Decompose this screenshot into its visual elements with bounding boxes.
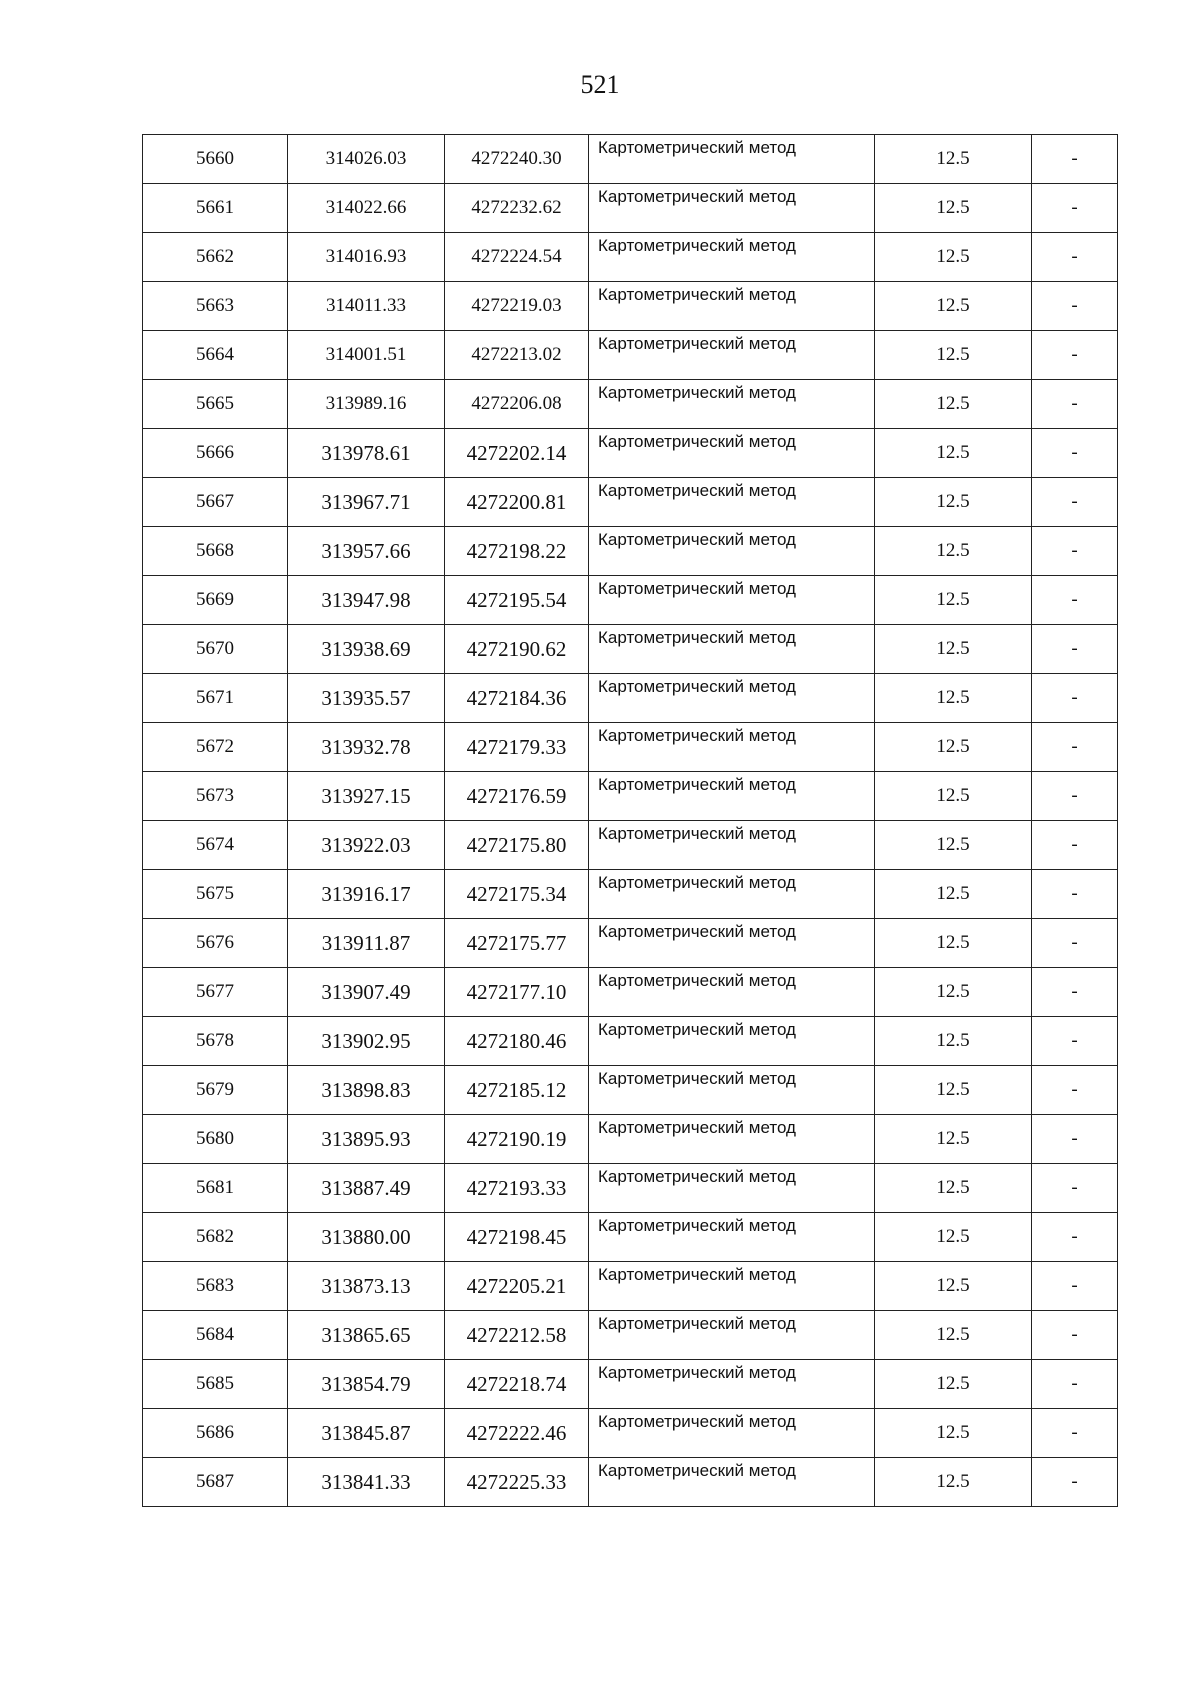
accuracy-cell: 12.5 (875, 1066, 1032, 1115)
extra-cell: - (1032, 968, 1118, 1017)
extra-cell: - (1032, 674, 1118, 723)
extra-cell: - (1032, 282, 1118, 331)
x-coordinate-cell: 313978.61 (288, 429, 445, 478)
y-coordinate-cell: 4272225.33 (445, 1458, 589, 1507)
extra-cell: - (1032, 1017, 1118, 1066)
table-row (143, 184, 1118, 233)
y-coordinate-cell: 4272224.54 (445, 233, 589, 282)
extra-cell: - (1032, 331, 1118, 380)
extra-cell: - (1032, 527, 1118, 576)
table-row (143, 1458, 1118, 1507)
method-cell: Картометрический метод (589, 1262, 875, 1311)
y-coordinate-cell: 4272206.08 (445, 380, 589, 429)
method-cell: Картометрический метод (589, 282, 875, 331)
point-number-cell: 5682 (143, 1213, 288, 1262)
accuracy-cell: 12.5 (875, 674, 1032, 723)
y-coordinate-cell: 4272175.34 (445, 870, 589, 919)
y-coordinate-cell: 4272195.54 (445, 576, 589, 625)
point-number-cell: 5680 (143, 1115, 288, 1164)
y-coordinate-cell: 4272177.10 (445, 968, 589, 1017)
point-number-cell: 5666 (143, 429, 288, 478)
extra-cell: - (1032, 1409, 1118, 1458)
y-coordinate-cell: 4272205.21 (445, 1262, 589, 1311)
y-coordinate-cell: 4272185.12 (445, 1066, 589, 1115)
method-cell: Картометрический метод (589, 576, 875, 625)
accuracy-cell: 12.5 (875, 135, 1032, 184)
x-coordinate-cell: 313935.57 (288, 674, 445, 723)
table-row (143, 968, 1118, 1017)
table-row (143, 233, 1118, 282)
point-number-cell: 5676 (143, 919, 288, 968)
y-coordinate-cell: 4272213.02 (445, 331, 589, 380)
y-coordinate-cell: 4272222.46 (445, 1409, 589, 1458)
point-number-cell: 5669 (143, 576, 288, 625)
y-coordinate-cell: 4272179.33 (445, 723, 589, 772)
extra-cell: - (1032, 1164, 1118, 1213)
x-coordinate-cell: 313932.78 (288, 723, 445, 772)
accuracy-cell: 12.5 (875, 1360, 1032, 1409)
y-coordinate-cell: 4272232.62 (445, 184, 589, 233)
x-coordinate-cell: 314026.03 (288, 135, 445, 184)
point-number-cell: 5664 (143, 331, 288, 380)
method-cell: Картометрический метод (589, 1409, 875, 1458)
extra-cell: - (1032, 1115, 1118, 1164)
table-row (143, 625, 1118, 674)
table-row (143, 1262, 1118, 1311)
table-row (143, 380, 1118, 429)
y-coordinate-cell: 4272184.36 (445, 674, 589, 723)
y-coordinate-cell: 4272175.77 (445, 919, 589, 968)
method-cell: Картометрический метод (589, 1458, 875, 1507)
x-coordinate-cell: 313967.71 (288, 478, 445, 527)
method-cell: Картометрический метод (589, 1311, 875, 1360)
method-cell: Картометрический метод (589, 968, 875, 1017)
point-number-cell: 5670 (143, 625, 288, 674)
extra-cell: - (1032, 380, 1118, 429)
point-number-cell: 5663 (143, 282, 288, 331)
accuracy-cell: 12.5 (875, 184, 1032, 233)
point-number-cell: 5665 (143, 380, 288, 429)
table-row (143, 1311, 1118, 1360)
extra-cell: - (1032, 429, 1118, 478)
x-coordinate-cell: 313916.17 (288, 870, 445, 919)
method-cell: Картометрический метод (589, 1115, 875, 1164)
point-number-cell: 5661 (143, 184, 288, 233)
y-coordinate-cell: 4272198.45 (445, 1213, 589, 1262)
point-number-cell: 5674 (143, 821, 288, 870)
method-cell: Картометрический метод (589, 919, 875, 968)
point-number-cell: 5684 (143, 1311, 288, 1360)
extra-cell: - (1032, 1360, 1118, 1409)
accuracy-cell: 12.5 (875, 870, 1032, 919)
table-row (143, 1360, 1118, 1409)
x-coordinate-cell: 313927.15 (288, 772, 445, 821)
extra-cell: - (1032, 919, 1118, 968)
accuracy-cell: 12.5 (875, 1458, 1032, 1507)
x-coordinate-cell: 313938.69 (288, 625, 445, 674)
point-number-cell: 5687 (143, 1458, 288, 1507)
point-number-cell: 5686 (143, 1409, 288, 1458)
x-coordinate-cell: 313845.87 (288, 1409, 445, 1458)
extra-cell: - (1032, 625, 1118, 674)
extra-cell: - (1032, 1262, 1118, 1311)
method-cell: Картометрический метод (589, 1066, 875, 1115)
accuracy-cell: 12.5 (875, 576, 1032, 625)
y-coordinate-cell: 4272202.14 (445, 429, 589, 478)
accuracy-cell: 12.5 (875, 1409, 1032, 1458)
point-number-cell: 5683 (143, 1262, 288, 1311)
accuracy-cell: 12.5 (875, 919, 1032, 968)
accuracy-cell: 12.5 (875, 772, 1032, 821)
method-cell: Картометрический метод (589, 184, 875, 233)
x-coordinate-cell: 313957.66 (288, 527, 445, 576)
method-cell: Картометрический метод (589, 870, 875, 919)
x-coordinate-cell: 314001.51 (288, 331, 445, 380)
x-coordinate-cell: 313902.95 (288, 1017, 445, 1066)
method-cell: Картометрический метод (589, 1213, 875, 1262)
x-coordinate-cell: 313895.93 (288, 1115, 445, 1164)
point-number-cell: 5667 (143, 478, 288, 527)
y-coordinate-cell: 4272190.62 (445, 625, 589, 674)
x-coordinate-cell: 313887.49 (288, 1164, 445, 1213)
table-row (143, 1017, 1118, 1066)
y-coordinate-cell: 4272190.19 (445, 1115, 589, 1164)
coordinates-table (142, 134, 1118, 1507)
method-cell: Картометрический метод (589, 1360, 875, 1409)
method-cell: Картометрический метод (589, 821, 875, 870)
y-coordinate-cell: 4272212.58 (445, 1311, 589, 1360)
accuracy-cell: 12.5 (875, 478, 1032, 527)
method-cell: Картометрический метод (589, 1164, 875, 1213)
x-coordinate-cell: 314022.66 (288, 184, 445, 233)
point-number-cell: 5671 (143, 674, 288, 723)
y-coordinate-cell: 4272219.03 (445, 282, 589, 331)
point-number-cell: 5660 (143, 135, 288, 184)
accuracy-cell: 12.5 (875, 233, 1032, 282)
table-row (143, 135, 1118, 184)
table-row (143, 821, 1118, 870)
accuracy-cell: 12.5 (875, 1017, 1032, 1066)
extra-cell: - (1032, 821, 1118, 870)
table-row (143, 331, 1118, 380)
accuracy-cell: 12.5 (875, 527, 1032, 576)
point-number-cell: 5675 (143, 870, 288, 919)
point-number-cell: 5681 (143, 1164, 288, 1213)
extra-cell: - (1032, 723, 1118, 772)
point-number-cell: 5668 (143, 527, 288, 576)
x-coordinate-cell: 313911.87 (288, 919, 445, 968)
table-row (143, 723, 1118, 772)
y-coordinate-cell: 4272200.81 (445, 478, 589, 527)
method-cell: Картометрический метод (589, 723, 875, 772)
accuracy-cell: 12.5 (875, 625, 1032, 674)
accuracy-cell: 12.5 (875, 1213, 1032, 1262)
accuracy-cell: 12.5 (875, 968, 1032, 1017)
table-row (143, 478, 1118, 527)
y-coordinate-cell: 4272180.46 (445, 1017, 589, 1066)
method-cell: Картометрический метод (589, 772, 875, 821)
y-coordinate-cell: 4272240.30 (445, 135, 589, 184)
x-coordinate-cell: 313841.33 (288, 1458, 445, 1507)
method-cell: Картометрический метод (589, 331, 875, 380)
point-number-cell: 5679 (143, 1066, 288, 1115)
y-coordinate-cell: 4272198.22 (445, 527, 589, 576)
coordinates-table-body (143, 135, 1118, 1507)
method-cell: Картометрический метод (589, 380, 875, 429)
method-cell: Картометрический метод (589, 1017, 875, 1066)
point-number-cell: 5662 (143, 233, 288, 282)
table-row (143, 1213, 1118, 1262)
page-number: 521 (580, 70, 620, 99)
x-coordinate-cell: 314011.33 (288, 282, 445, 331)
method-cell: Картометрический метод (589, 429, 875, 478)
point-number-cell: 5672 (143, 723, 288, 772)
table-row (143, 576, 1118, 625)
y-coordinate-cell: 4272218.74 (445, 1360, 589, 1409)
x-coordinate-cell: 313880.00 (288, 1213, 445, 1262)
accuracy-cell: 12.5 (875, 821, 1032, 870)
method-cell: Картометрический метод (589, 135, 875, 184)
point-number-cell: 5685 (143, 1360, 288, 1409)
point-number-cell: 5678 (143, 1017, 288, 1066)
table-row (143, 772, 1118, 821)
method-cell: Картометрический метод (589, 625, 875, 674)
table-row (143, 870, 1118, 919)
x-coordinate-cell: 313873.13 (288, 1262, 445, 1311)
x-coordinate-cell: 314016.93 (288, 233, 445, 282)
table-row (143, 674, 1118, 723)
y-coordinate-cell: 4272175.80 (445, 821, 589, 870)
extra-cell: - (1032, 1213, 1118, 1262)
table-row (143, 1409, 1118, 1458)
extra-cell: - (1032, 1311, 1118, 1360)
extra-cell: - (1032, 1066, 1118, 1115)
extra-cell: - (1032, 1458, 1118, 1507)
point-number-cell: 5673 (143, 772, 288, 821)
extra-cell: - (1032, 478, 1118, 527)
accuracy-cell: 12.5 (875, 282, 1032, 331)
table-row (143, 527, 1118, 576)
table-row (143, 919, 1118, 968)
extra-cell: - (1032, 135, 1118, 184)
x-coordinate-cell: 313947.98 (288, 576, 445, 625)
extra-cell: - (1032, 184, 1118, 233)
x-coordinate-cell: 313898.83 (288, 1066, 445, 1115)
x-coordinate-cell: 313854.79 (288, 1360, 445, 1409)
extra-cell: - (1032, 233, 1118, 282)
extra-cell: - (1032, 576, 1118, 625)
table-row (143, 1115, 1118, 1164)
x-coordinate-cell: 313989.16 (288, 380, 445, 429)
accuracy-cell: 12.5 (875, 1311, 1032, 1360)
accuracy-cell: 12.5 (875, 1164, 1032, 1213)
y-coordinate-cell: 4272176.59 (445, 772, 589, 821)
method-cell: Картометрический метод (589, 674, 875, 723)
x-coordinate-cell: 313907.49 (288, 968, 445, 1017)
extra-cell: - (1032, 772, 1118, 821)
table-row (143, 1066, 1118, 1115)
accuracy-cell: 12.5 (875, 380, 1032, 429)
accuracy-cell: 12.5 (875, 723, 1032, 772)
x-coordinate-cell: 313865.65 (288, 1311, 445, 1360)
accuracy-cell: 12.5 (875, 1262, 1032, 1311)
table-row (143, 429, 1118, 478)
method-cell: Картометрический метод (589, 233, 875, 282)
method-cell: Картометрический метод (589, 527, 875, 576)
table-row (143, 282, 1118, 331)
accuracy-cell: 12.5 (875, 331, 1032, 380)
x-coordinate-cell: 313922.03 (288, 821, 445, 870)
accuracy-cell: 12.5 (875, 1115, 1032, 1164)
extra-cell: - (1032, 870, 1118, 919)
y-coordinate-cell: 4272193.33 (445, 1164, 589, 1213)
point-number-cell: 5677 (143, 968, 288, 1017)
table-row (143, 1164, 1118, 1213)
method-cell: Картометрический метод (589, 478, 875, 527)
accuracy-cell: 12.5 (875, 429, 1032, 478)
